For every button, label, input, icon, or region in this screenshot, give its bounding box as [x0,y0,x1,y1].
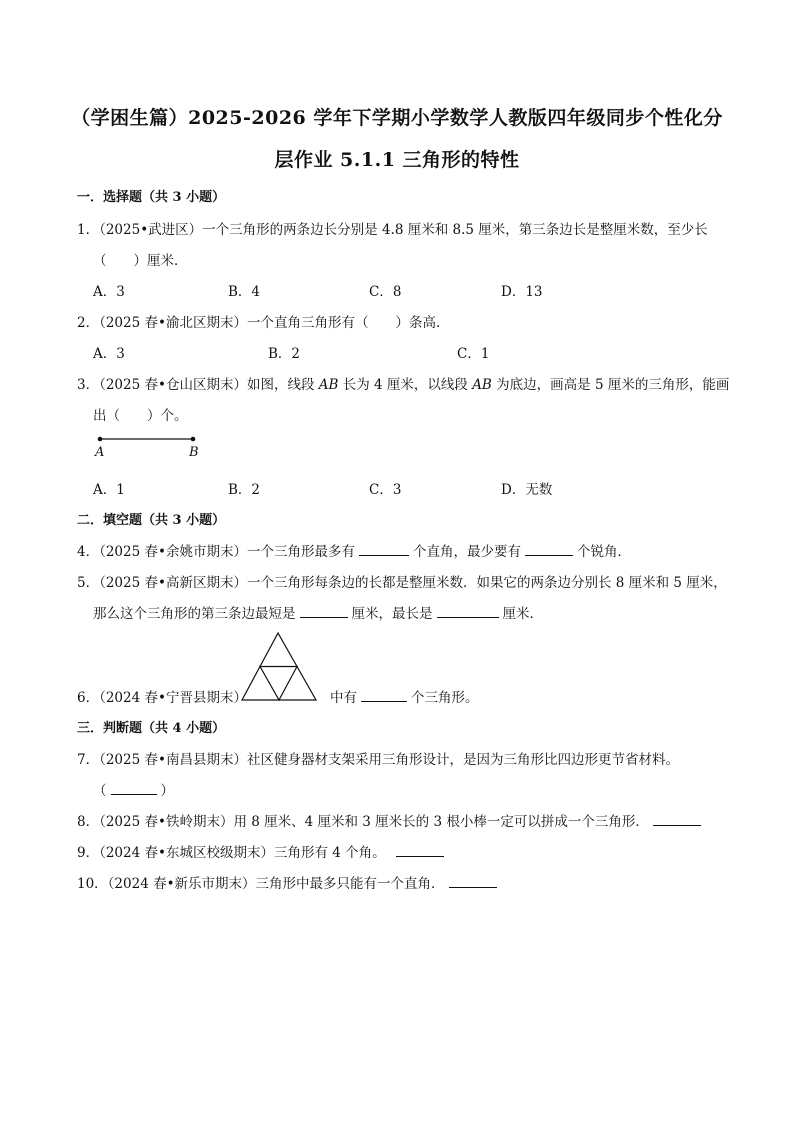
question-1-text-cont: （ ）厘米． [93,253,188,269]
answer-blank[interactable] [396,844,444,857]
question-3-option-b: B．2 [228,482,261,498]
question-10-text: 10．（2024 春•新乐市期末）三角形中最多只能有一个直角． [77,872,501,892]
answer-blank[interactable] [653,813,701,826]
question-7-text-cont: （ ） [93,783,174,799]
page-title-line2: 层作业 5.1.1 三角形的特性 [274,149,520,171]
answer-blank[interactable] [525,543,573,556]
question-1-text: 1．（2025•武进区）一个三角形的两条边长分别是 4.8 厘米和 8.5 厘米，第三条边长是整厘米数，至少长 [77,222,708,238]
answer-blank[interactable] [437,605,499,618]
segment-ab-label: AB [318,377,339,393]
question-8-text: 8．（2025 春•铁岭期末）用 8 厘米、4 厘米和 3 厘米长的 3 根小棒一定可以拼成一个三角形． [77,810,705,830]
section-heading-judge: 三．判断题（共 4 小题） [77,721,226,736]
answer-blank[interactable] [111,782,157,795]
question-1-option-c: C．8 [369,284,402,300]
page-title-line1: （学困生篇）2025-2026 学年下学期小学数学人教版四年级同步个性化分 [71,107,723,129]
question-5-text: 5．（2025 春•高新区期末）一个三角形每条边的长都是整厘米数．如果它的两条边分别长 8 厘米和 5 厘米， [77,575,727,591]
section-heading-choice: 一．选择题（共 3 小题） [77,190,226,205]
point-b-label: B [189,445,199,460]
question-3-option-a: A．1 [93,482,125,498]
question-1-option-b: B．4 [228,284,261,300]
point-a-dot [98,437,103,442]
question-3-text-cont: 出（ ）个。 [93,408,188,424]
question-3-option-d: D．无数 [501,482,553,498]
question-2-option-a: A．3 [93,346,125,362]
answer-blank[interactable] [449,875,497,888]
question-1-option-d: D．13 [501,284,543,300]
question-6-text: 6．（2024 春•宁晋县期末） 中有 个三角形。 [77,690,479,706]
question-7-text: 7．（2025 春•南昌县期末）社区健身器材支架采用三角形设计，是因为三角形比四边形更节省材料。 [77,752,679,768]
question-2-text: 2．（2025 春•渝北区期末）一个直角三角形有（ ）条高． [77,315,450,331]
question-9-text: 9．（2024 春•东城区校级期末）三角形有 4 个角。 [77,841,448,861]
answer-blank[interactable] [361,689,407,702]
segment-ab-label: AB [472,377,492,393]
question-2-option-b: B．2 [268,346,301,362]
point-b-dot [191,437,196,442]
question-3-text: 3．（2025 春•仓山区期末）如图，线段 AB 长为 4 厘米，以线段 AB 为底边，画高是 5 厘米的三角形，能画 [77,377,730,393]
section-heading-fill: 二．填空题（共 3 小题） [77,513,226,528]
point-a-label: A [95,445,105,460]
question-1-option-a: A．3 [93,284,125,300]
question-4-text: 4．（2025 春•余姚市期末）一个三角形最多有 个直角，最少要有 个锐角． [77,544,631,560]
question-5-text-cont: 那么这个三角形的第三条边最短是 厘米，最长是 厘米． [93,606,543,622]
question-3-option-c: C．3 [369,482,402,498]
answer-blank[interactable] [300,605,348,618]
answer-blank[interactable] [359,543,409,556]
question-2-option-c: C．1 [457,346,490,362]
segment-ab-figure [96,434,198,446]
